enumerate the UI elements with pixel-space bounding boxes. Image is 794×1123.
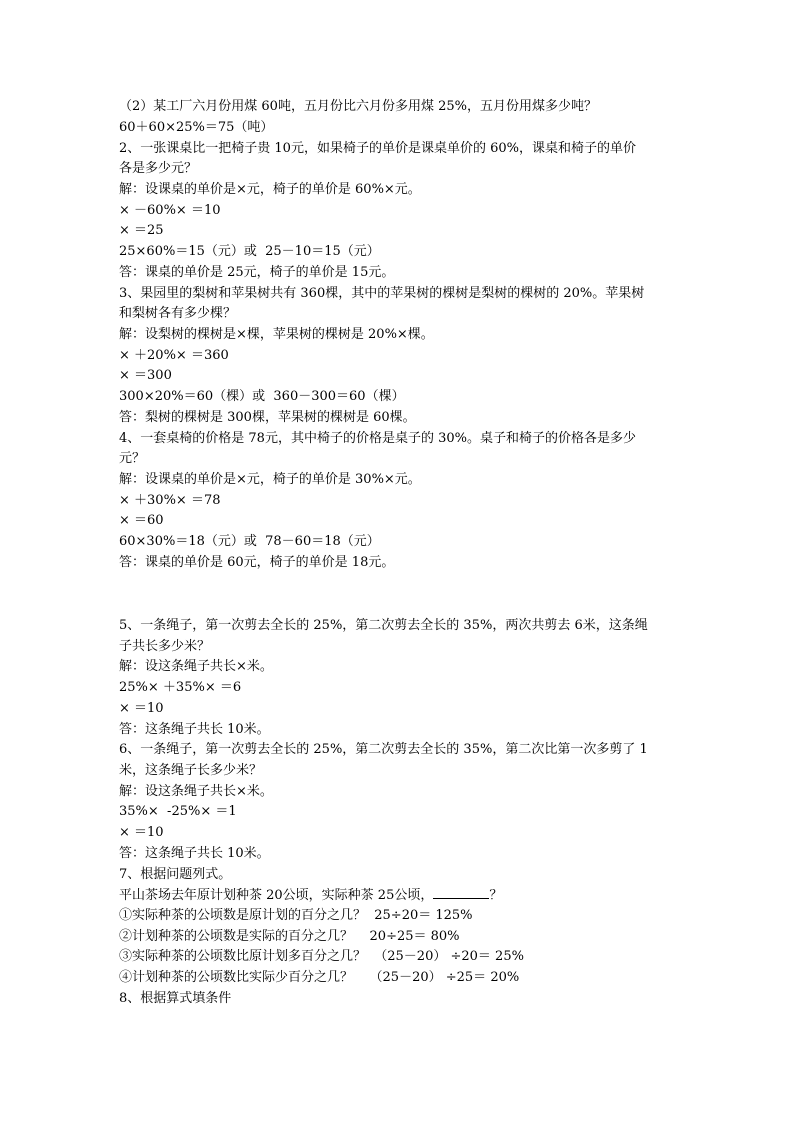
text-line: 25%× ＋35%× ＝6: [119, 680, 242, 695]
text-line: 6、一条绳子，第一次剪去全长的 25%，第二次剪去全长的 35%，第二次比第一次多剪了 1: [119, 742, 648, 757]
text-line-with-blank: [119, 885, 502, 906]
text-line: 和梨树各有多少棵？: [119, 306, 237, 321]
text-line: 解：设课桌的单价是×元，椅子的单价是 30%×元。: [119, 472, 421, 487]
text-line: 解：设这条绳子共长×米。: [119, 784, 273, 799]
question-mark: ？: [489, 888, 503, 903]
text-line: 8、根据算式填条件: [119, 991, 232, 1006]
text-line: 解：设这条绳子共长×米。: [119, 659, 273, 674]
text-line: × ＝10: [119, 825, 164, 840]
text-line: 答：这条绳子共长 10米。: [119, 846, 270, 861]
text-line: × ＋30%× ＝78: [119, 493, 221, 508]
text-segment: 平山茶场去年原计划种茶 20公顷，实际种茶 25公顷，: [119, 888, 434, 903]
text-line: 答：这条绳子共长 10米。: [119, 722, 270, 737]
text-line: 3、果园里的梨树和苹果树共有 360棵，其中的苹果树的棵树是梨树的棵树的 20%。苹果树: [119, 286, 645, 301]
text-line: ②计划种茶的公顷数是实际的百分之几？ 20÷25＝ 80%: [119, 929, 460, 944]
text-line: 300×20%＝60（棵）或 360－300＝60（棵）: [119, 389, 405, 404]
fill-blank: [433, 885, 489, 899]
text-line: × ＋20%× ＝360: [119, 348, 229, 363]
text-line: ①实际种茶的公顷数是原计划的百分之几？ 25÷20＝ 125%: [119, 908, 473, 923]
text-line: 米，这条绳子长多少米？: [119, 763, 263, 778]
text-line: 5、一条绳子，第一次剪去全长的 25%，第二次剪去全长的 35%，两次共剪去 6米，这条绳: [119, 618, 648, 633]
text-line: × ＝10: [119, 701, 164, 716]
text-line: 子共长多少米？: [119, 639, 211, 654]
text-line: 4、一套桌椅的价格是 78元，其中椅子的价格是桌子的 30%。桌子和椅子的价格各是多少: [119, 431, 636, 446]
text-line: 解：设课桌的单价是×元，椅子的单价是 60%×元。: [119, 182, 421, 197]
text-line: 元？: [119, 451, 146, 466]
text-line: （2）某工厂六月份用煤 60吨，五月份比六月份多用煤 25%，五月份用煤多少吨？: [119, 99, 597, 114]
text-line: 35%× -25%× ＝1: [119, 804, 237, 819]
text-line: 答：课桌的单价是 60元，椅子的单价是 18元。: [119, 555, 395, 570]
text-line: 25×60%＝15（元）或 25－10＝15（元）: [119, 244, 380, 259]
text-line: 60×30%＝18（元）或 78－60＝18（元）: [119, 534, 380, 549]
text-line: ④计划种茶的公顷数比实际少百分之几？ （25－20） ÷25＝ 20%: [119, 970, 520, 985]
text-line: ③实际种茶的公顷数比原计划多百分之几？ （25－20） ÷20＝ 25%: [119, 949, 524, 964]
text-line: × ＝60: [119, 513, 164, 528]
text-line: 答：课桌的单价是 25元，椅子的单价是 15元。: [119, 265, 395, 280]
text-line: × －60%× ＝10: [119, 203, 221, 218]
text-line: 2、一张课桌比一把椅子贵 10元，如果椅子的单价是课桌单价的 60%，课桌和椅子的单价: [119, 141, 636, 156]
text-line: 60＋60×25%＝75（吨）: [119, 120, 274, 135]
text-line: 答：梨树的棵树是 300棵，苹果树的棵树是 60棵。: [119, 410, 416, 425]
text-line: 解：设梨树的棵树是×棵，苹果树的棵树是 20%×棵。: [119, 327, 434, 342]
text-line: × ＝300: [119, 368, 172, 383]
text-line: × ＝25: [119, 223, 164, 238]
text-line: 各是多少元？: [119, 161, 198, 176]
text-line: 7、根据问题列式。: [119, 867, 232, 882]
